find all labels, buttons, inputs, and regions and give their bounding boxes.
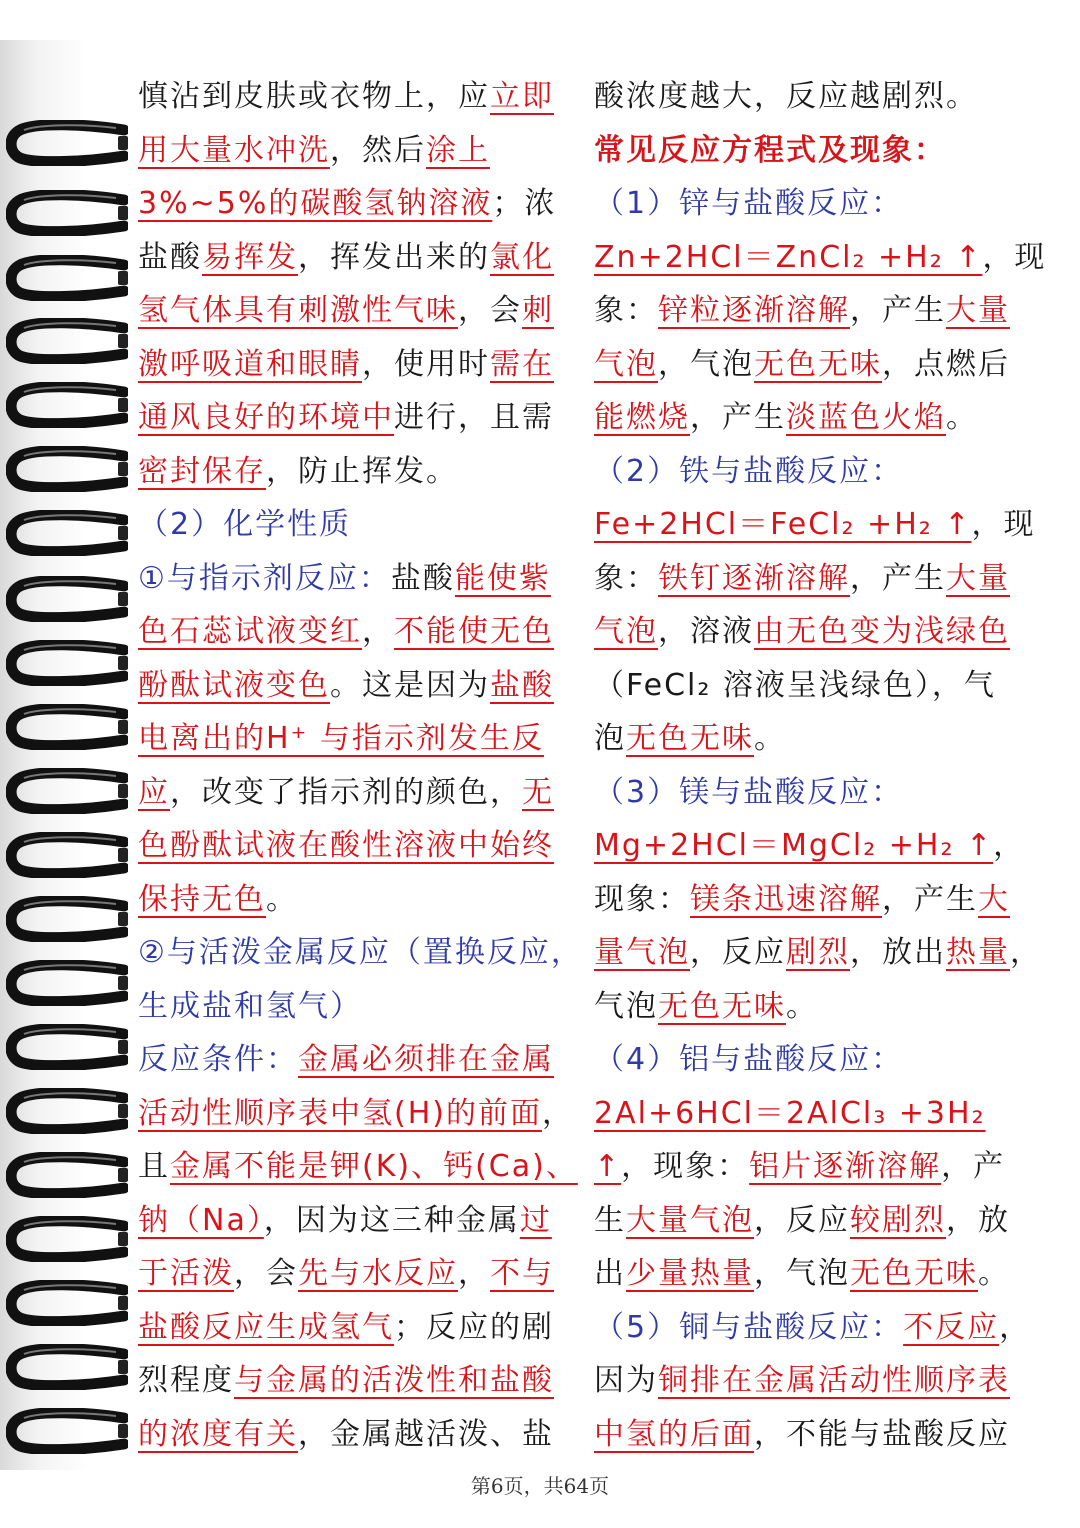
highlighted-text: 大量 bbox=[946, 293, 1010, 328]
right-line bbox=[594, 284, 1030, 338]
spiral-ring-icon bbox=[6, 318, 128, 364]
right-line bbox=[594, 1194, 1030, 1248]
highlighted-text: 易挥发 bbox=[202, 239, 298, 275]
body-text: 盐酸 bbox=[390, 560, 455, 596]
page-number: 第6页，共64页 bbox=[470, 1474, 610, 1498]
spiral-binding bbox=[0, 40, 150, 1470]
right-line bbox=[594, 1247, 1030, 1301]
left-line bbox=[138, 177, 570, 231]
spiral-ring-icon bbox=[6, 1408, 128, 1454]
heading-text: 反应条件： bbox=[138, 1042, 298, 1077]
body-text: ，改变了指示剂的颜色， bbox=[170, 774, 522, 810]
body-text: 出 bbox=[594, 1256, 626, 1291]
heading-text: （1）锌与盐酸反应： bbox=[594, 186, 904, 221]
highlighted-text: 锌粒逐渐溶解 bbox=[658, 293, 850, 328]
body-text: ， bbox=[362, 614, 394, 649]
highlighted-text: 金属不能是钾(K)、钙(Ca)、 bbox=[170, 1149, 578, 1184]
body-text: ， bbox=[1010, 935, 1042, 970]
left-line bbox=[138, 1247, 570, 1301]
body-text: 气泡 bbox=[594, 988, 658, 1024]
body-text: ，不能与盐酸反应 bbox=[754, 1416, 1010, 1452]
right-line bbox=[594, 1408, 1030, 1462]
highlighted-text: 涂上 bbox=[426, 132, 490, 168]
highlighted-text: 的浓度有关 bbox=[138, 1416, 298, 1452]
highlighted-text: 应 bbox=[138, 774, 170, 810]
spiral-ring-icon bbox=[6, 704, 128, 750]
highlighted-text: 铜排在金属活动性顺序表 bbox=[658, 1363, 1010, 1398]
body-text: 且 bbox=[138, 1149, 170, 1184]
left-line bbox=[138, 498, 570, 552]
heading-text: （2）化学性质 bbox=[138, 507, 352, 542]
highlighted-text: 盐酸反应生成氢气 bbox=[138, 1309, 394, 1345]
highlighted-text: 色石蕊试液变红 bbox=[138, 614, 362, 649]
right-line bbox=[594, 605, 1030, 659]
body-text: ，气泡 bbox=[658, 346, 754, 382]
right-line bbox=[594, 124, 1030, 178]
highlighted-text: 先与水反应 bbox=[298, 1256, 458, 1291]
left-line bbox=[138, 819, 570, 873]
right-line bbox=[594, 1033, 1030, 1087]
right-column bbox=[594, 70, 1047, 1461]
highlighted-text: 刺 bbox=[522, 293, 554, 328]
highlighted-text: 保持无色 bbox=[138, 881, 266, 917]
body-text: 。 bbox=[754, 721, 786, 756]
highlighted-text: 镁条迅速溶解 bbox=[690, 881, 882, 917]
left-line bbox=[138, 1087, 574, 1141]
spiral-ring-icon bbox=[6, 510, 128, 556]
heading-text: 常见反应方程式及现象： bbox=[594, 132, 946, 168]
left-line bbox=[138, 338, 570, 392]
highlighted-text: 不反应 bbox=[903, 1309, 1000, 1345]
spiral-ring-icon bbox=[6, 640, 128, 686]
highlighted-text: 无色无味 bbox=[626, 721, 754, 756]
highlighted-text: 用大量水冲洗 bbox=[138, 132, 330, 168]
body-text: 酸浓度越大，反应越剧烈。 bbox=[594, 79, 978, 114]
highlighted-text: 2Al+6HCl＝2AlCl₃ +3H₂ bbox=[594, 1095, 986, 1131]
body-text: 象： bbox=[594, 293, 658, 328]
body-text: （FeCl₂ 溶液呈浅绿色），气 bbox=[594, 667, 996, 703]
left-line bbox=[138, 1354, 570, 1408]
right-line bbox=[594, 391, 1030, 445]
body-text: ，点燃后 bbox=[882, 346, 1010, 382]
spiral-ring-icon bbox=[6, 896, 128, 942]
highlighted-text: 电离出的H⁺ 与指示剂发生反 bbox=[138, 721, 544, 756]
body-text: ，会 bbox=[458, 293, 522, 328]
left-line bbox=[138, 445, 570, 499]
spiral-ring-icon bbox=[6, 960, 128, 1006]
highlighted-text: 无色无味 bbox=[754, 346, 882, 382]
highlighted-text: 剧烈 bbox=[786, 935, 850, 970]
body-text: ，反应 bbox=[754, 1202, 850, 1238]
body-text: ，防止挥发。 bbox=[266, 453, 458, 489]
left-line bbox=[138, 552, 570, 606]
highlighted-text: 大量 bbox=[946, 560, 1010, 596]
highlighted-text: 于活泼 bbox=[138, 1256, 234, 1291]
spiral-ring-icon bbox=[6, 1344, 128, 1390]
highlighted-text: 淡蓝色火焰 bbox=[786, 400, 946, 435]
left-line bbox=[138, 873, 570, 927]
highlighted-text: 酚酞试液变色 bbox=[138, 667, 330, 703]
highlighted-text: 由无色变为浅绿色 bbox=[754, 614, 1010, 649]
body-text: 盐酸 bbox=[138, 239, 202, 275]
right-line bbox=[594, 1087, 1030, 1141]
body-text: 慎沾到皮肤或衣物上，应 bbox=[138, 79, 490, 114]
highlighted-text: 铝片逐渐溶解 bbox=[749, 1149, 942, 1184]
highlighted-text: 活动性顺序表中氢(H)的前面 bbox=[138, 1095, 542, 1131]
heading-text: ②与活泼金属反应（置换反应， bbox=[138, 935, 583, 970]
body-text: ， bbox=[993, 828, 1026, 863]
body-text: ，因为这三种金属 bbox=[263, 1202, 520, 1238]
body-text: ，产生 bbox=[850, 293, 946, 328]
body-text: ，现 bbox=[982, 239, 1047, 275]
highlighted-text: 大 bbox=[978, 881, 1010, 917]
left-line bbox=[138, 231, 570, 285]
right-line bbox=[594, 70, 1030, 124]
left-line bbox=[138, 284, 570, 338]
spiral-ring-icon bbox=[6, 1280, 128, 1326]
right-line bbox=[594, 1301, 1030, 1355]
left-line bbox=[138, 124, 570, 178]
left-line bbox=[138, 1194, 570, 1248]
spiral-ring-icon bbox=[6, 832, 128, 878]
highlighted-text: 过 bbox=[519, 1202, 552, 1238]
right-line bbox=[594, 445, 1030, 499]
body-text: 因为 bbox=[594, 1363, 658, 1398]
body-text: ，放出 bbox=[850, 935, 946, 970]
highlighted-text: 无色无味 bbox=[658, 988, 786, 1024]
body-text: ， bbox=[458, 1256, 490, 1291]
left-line bbox=[138, 391, 570, 445]
spiral-ring-icon bbox=[6, 120, 128, 166]
left-line bbox=[138, 605, 570, 659]
highlighted-text: 3%~5%的碳酸氢钠溶液 bbox=[138, 186, 493, 221]
right-line bbox=[594, 177, 1030, 231]
highlighted-text: 无 bbox=[522, 774, 554, 810]
body-text: ， bbox=[541, 1095, 574, 1131]
body-text: 进行，且需 bbox=[394, 400, 554, 435]
highlighted-text: 大量气泡 bbox=[626, 1202, 754, 1238]
body-text: ，放 bbox=[946, 1202, 1010, 1238]
body-text: 生 bbox=[594, 1202, 626, 1238]
body-text: 。 bbox=[978, 1256, 1010, 1291]
right-line bbox=[594, 552, 1030, 606]
spiral-ring-icon bbox=[6, 382, 128, 428]
highlighted-text: Zn+2HCl＝ZnCl₂ +H₂ ↑ bbox=[594, 239, 983, 275]
highlighted-text: 量气泡 bbox=[594, 935, 690, 970]
right-line bbox=[594, 231, 1047, 285]
body-text: 烈程度 bbox=[138, 1363, 234, 1398]
body-text: 泡 bbox=[594, 721, 626, 756]
right-line bbox=[594, 498, 1036, 552]
right-line bbox=[594, 873, 1030, 927]
highlighted-text: 激呼吸道和眼睛 bbox=[138, 346, 362, 382]
right-line bbox=[594, 980, 1030, 1034]
body-text: ；反应的剧 bbox=[394, 1309, 554, 1345]
spiral-ring-icon bbox=[6, 1216, 128, 1262]
body-text: ，会 bbox=[234, 1256, 298, 1291]
highlighted-text: 能燃烧 bbox=[594, 400, 690, 435]
body-text: ；浓 bbox=[492, 186, 557, 221]
highlighted-text: 不与 bbox=[490, 1256, 554, 1291]
spiral-ring-icon bbox=[6, 768, 128, 814]
highlighted-text: 立即 bbox=[490, 79, 554, 114]
body-text: ，溶液 bbox=[658, 614, 754, 649]
highlighted-text: 不能使无色 bbox=[394, 614, 554, 649]
body-text: 。这是因为 bbox=[330, 667, 490, 703]
body-text: ，现象： bbox=[621, 1149, 750, 1184]
heading-text: （2）铁与盐酸反应： bbox=[594, 453, 904, 489]
highlighted-text: 需在 bbox=[490, 346, 554, 382]
body-text: ，然后 bbox=[330, 132, 426, 168]
heading-text: （3）镁与盐酸反应： bbox=[594, 774, 904, 810]
body-text: 。 bbox=[946, 400, 978, 435]
body-text: 。 bbox=[786, 988, 818, 1024]
heading-text: 生成盐和氢气） bbox=[138, 988, 362, 1024]
left-line bbox=[138, 659, 570, 713]
right-line bbox=[594, 819, 1030, 873]
spiral-ring-icon bbox=[6, 446, 128, 492]
body-text: ，现 bbox=[971, 507, 1036, 542]
left-line bbox=[138, 926, 583, 980]
heading-text: （5）铜与盐酸反应： bbox=[594, 1309, 904, 1345]
highlighted-text: 少量热量 bbox=[626, 1256, 754, 1291]
highlighted-text: 较剧烈 bbox=[850, 1202, 946, 1238]
left-line bbox=[138, 70, 570, 124]
highlighted-text: Fe+2HCl＝FeCl₂ +H₂ ↑ bbox=[594, 507, 972, 542]
spiral-ring-icon bbox=[6, 1152, 128, 1198]
highlighted-text: Mg+2HCl＝MgCl₂ +H₂ ↑ bbox=[594, 828, 994, 863]
right-line bbox=[594, 659, 1030, 713]
right-line bbox=[594, 1140, 1030, 1194]
left-line bbox=[138, 1301, 570, 1355]
highlighted-text: 无色无味 bbox=[850, 1256, 978, 1291]
highlighted-text: 通风良好的环境中 bbox=[138, 400, 394, 435]
body-text: ，气泡 bbox=[754, 1256, 850, 1291]
body-text: ，产生 bbox=[690, 400, 786, 435]
highlighted-text: 铁钉逐渐溶解 bbox=[658, 560, 850, 596]
left-line bbox=[138, 1140, 578, 1194]
spiral-ring-icon bbox=[6, 190, 128, 236]
body-text: 象： bbox=[594, 560, 658, 596]
body-text: ，反应 bbox=[690, 935, 786, 970]
right-line bbox=[594, 926, 1042, 980]
left-line bbox=[138, 766, 570, 820]
body-text: ，使用时 bbox=[362, 346, 490, 382]
right-line bbox=[594, 338, 1030, 392]
body-text: 现象： bbox=[594, 881, 690, 917]
highlighted-text: 色酚酞试液在酸性溶液中始终 bbox=[138, 828, 554, 863]
body-text: ，产生 bbox=[850, 560, 946, 596]
highlighted-text: 热量 bbox=[946, 935, 1010, 970]
highlighted-text: 钠（Na） bbox=[138, 1202, 264, 1238]
spiral-ring-icon bbox=[6, 255, 128, 301]
body-text: 。 bbox=[266, 881, 298, 917]
body-text: ，金属越活泼、盐 bbox=[298, 1416, 554, 1452]
highlighted-text: 气泡 bbox=[594, 346, 658, 382]
left-line bbox=[138, 1033, 570, 1087]
body-text: ，产生 bbox=[882, 881, 978, 917]
body-text: ，产 bbox=[941, 1149, 1006, 1184]
highlighted-text: 气泡 bbox=[594, 614, 658, 649]
spiral-ring-icon bbox=[6, 576, 128, 622]
heading-text: ①与指示剂反应： bbox=[138, 560, 391, 596]
highlighted-text: 盐酸 bbox=[490, 667, 554, 703]
heading-text: （4）铝与盐酸反应： bbox=[594, 1042, 904, 1077]
right-line bbox=[594, 1354, 1030, 1408]
highlighted-text: 氯化 bbox=[490, 239, 554, 275]
highlighted-text: 金属必须排在金属 bbox=[298, 1042, 554, 1077]
highlighted-text: 与金属的活泼性和盐酸 bbox=[234, 1363, 554, 1398]
spiral-ring-icon bbox=[6, 1088, 128, 1134]
body-text: ，挥发出来的 bbox=[298, 239, 490, 275]
body-text: ， bbox=[999, 1309, 1032, 1345]
spiral-ring-icon bbox=[6, 1024, 128, 1070]
right-line bbox=[594, 712, 1030, 766]
highlighted-text: 氢气体具有刺激性气味 bbox=[138, 293, 458, 328]
left-line bbox=[138, 712, 570, 766]
highlighted-text: 密封保存 bbox=[138, 453, 266, 489]
left-line bbox=[138, 1408, 570, 1462]
highlighted-text: 中氢的后面 bbox=[594, 1416, 754, 1452]
highlighted-text: ↑ bbox=[594, 1149, 622, 1184]
left-line bbox=[138, 980, 570, 1034]
left-column bbox=[138, 70, 583, 1461]
highlighted-text: 能使紫 bbox=[454, 560, 551, 596]
right-line bbox=[594, 766, 1030, 820]
